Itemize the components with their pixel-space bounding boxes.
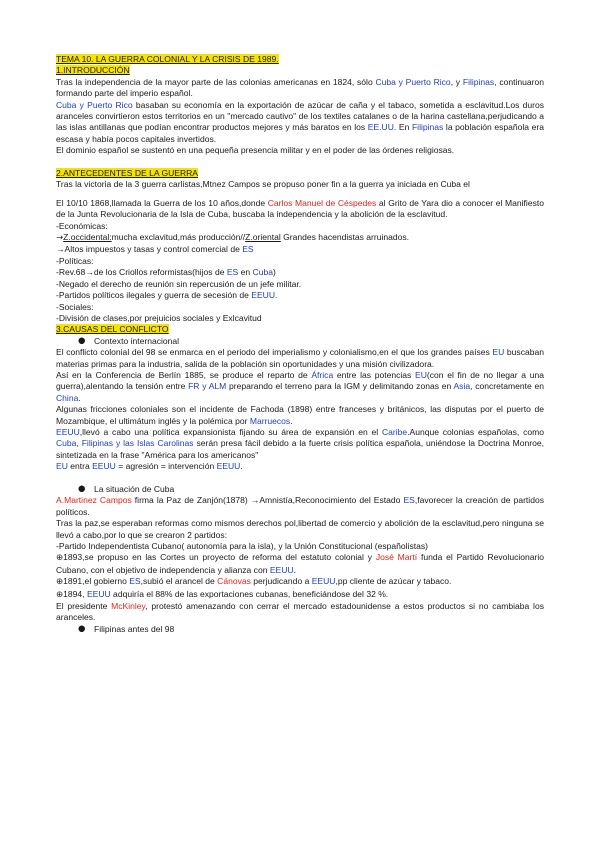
s2-paragraph-2 bbox=[56, 198, 544, 221]
s1-paragraph-1 bbox=[56, 77, 544, 100]
s3-paragraph-5 bbox=[56, 461, 544, 472]
section-2-heading-text: 2.ANTECEDENTES DE LA GUERRA bbox=[56, 168, 199, 179]
circle-plus-icon: ⊕ bbox=[56, 553, 64, 564]
text: entra bbox=[67, 461, 93, 472]
place-name: EEUU bbox=[269, 564, 294, 575]
spacer bbox=[56, 473, 544, 484]
s3-paragraph-2 bbox=[56, 370, 544, 404]
section-1-heading bbox=[56, 65, 544, 76]
bullet-philippines-before-98 bbox=[56, 624, 544, 635]
place-name: EEUU bbox=[56, 426, 80, 437]
person-name: José Martí bbox=[375, 552, 418, 563]
s2-economic-item-2 bbox=[56, 244, 544, 255]
text: , protestó amenazando con cerrar el mercado estadounidense a estos productos si no cambiaba los aranceles. bbox=[56, 601, 544, 623]
text: 1891,el gobierno bbox=[63, 576, 130, 587]
s2-social-item-1: -División de clases,por prejuicios sociales y Exlcavitud bbox=[56, 312, 262, 323]
document-title-text: TEMA 10. LA GUERRA COLONIAL Y LA CRISIS DE 1989. bbox=[56, 54, 279, 64]
bullet-text: La situación de Cuba bbox=[94, 484, 175, 494]
text: firma la Paz de Zanjón(1878) →Amnistía,Reconocimiento del Estado bbox=[131, 495, 404, 506]
text: Algunas fricciones coloniales son el incidente de Fachoda (1898) entre franceses y británicos, las disputas por el puerto de Mozambique, el ultimátum inglés y la polémica por bbox=[56, 404, 544, 426]
s3-cuba-paragraph-7 bbox=[56, 601, 544, 624]
spacer bbox=[56, 157, 544, 168]
place-name: EEUU bbox=[311, 576, 336, 587]
s3-cuba-paragraph-4 bbox=[56, 552, 544, 576]
place-name: EEUU bbox=[216, 461, 241, 472]
place-name: Cuba bbox=[252, 267, 273, 278]
section-2-heading bbox=[56, 168, 544, 179]
text: . bbox=[78, 392, 81, 403]
text: .Aunque colonias españolas, como bbox=[407, 426, 544, 437]
zone-label: Z.occidental: bbox=[63, 232, 112, 243]
place-name: FR y ALM bbox=[188, 381, 227, 392]
s2-political-item-1 bbox=[56, 267, 544, 278]
bullet-icon: ● bbox=[78, 335, 86, 346]
bullet-icon: ● bbox=[78, 484, 86, 494]
document-page bbox=[56, 54, 544, 635]
text: ) bbox=[272, 267, 276, 278]
text: = agresión = intervención bbox=[115, 461, 217, 472]
person-name: A.Martinez Campos bbox=[56, 495, 132, 506]
arrow-icon: → bbox=[56, 233, 64, 244]
text: →Altos impuestos y tasas y control comercial de bbox=[56, 244, 243, 255]
text: entre las potencias bbox=[333, 369, 415, 380]
text: . bbox=[275, 290, 278, 301]
s3-cuba-paragraph-6 bbox=[56, 589, 544, 601]
text: funda el Partido Revolucionario Cubano, con el objetivo de independencia y alianza con bbox=[56, 552, 545, 575]
text: , concretamente en bbox=[470, 381, 544, 392]
bullet-icon: ● bbox=[78, 623, 86, 634]
bullet-text: Contexto internacional bbox=[94, 335, 180, 346]
place-name: Cuba, Filipinas y las Islas Carolinas bbox=[56, 438, 194, 449]
bullet-text: Filipinas antes del 98 bbox=[94, 623, 175, 634]
text: mucha exclavitud,más producción// bbox=[111, 232, 246, 243]
place-name: EU bbox=[492, 347, 505, 358]
s2-paragraph-1: Tras la victoria de la 3 guerra carlistas,Mtnez Campos se propuso poner fin a la guerra ya iniciada en Cuba el bbox=[56, 179, 470, 190]
text: Así en la Conferencia de Berlín 1885, se produce el reparto de bbox=[56, 369, 312, 380]
text: . En bbox=[393, 122, 412, 133]
text: Tras la independencia de la mayor parte de las colonias americanas en 1824, sólo bbox=[56, 76, 376, 87]
place-name: Cuba y Puerto Rico bbox=[375, 76, 451, 87]
text: , continuaron formando parte del imperio español. bbox=[56, 76, 544, 99]
s2-economic-label: -Económicas: bbox=[56, 220, 108, 231]
text: ,subió el arancel de bbox=[140, 576, 218, 587]
text: ,llevó a cabo una política expansionista fijando su área de expansión en el bbox=[79, 426, 382, 437]
text: en bbox=[238, 267, 253, 278]
s3-cuba-paragraph-1 bbox=[56, 495, 544, 518]
text: -Rev.68→de los Criollos reformistas(hijos de bbox=[56, 267, 227, 278]
text: . bbox=[290, 415, 293, 426]
s2-economic-item-1 bbox=[56, 232, 544, 244]
place-name: EU bbox=[56, 461, 68, 472]
place-name: EE.UU bbox=[367, 122, 394, 133]
place-name: EU bbox=[415, 369, 427, 380]
person-name: Carlos Manuel de Céspedes bbox=[267, 197, 377, 208]
person-name: McKinley bbox=[111, 601, 146, 612]
text: Grandes hacendistas arruinados. bbox=[280, 232, 410, 243]
spacer bbox=[56, 191, 544, 198]
text: 1893,se propuso en las Cortes un proyecto de reforma del estatuto colonial y bbox=[63, 552, 376, 563]
section-3-heading-text: 3.CAUSAS DEL CONFLICTO bbox=[56, 324, 169, 335]
place-name: EEUU bbox=[86, 588, 111, 599]
place-name: Filipinas bbox=[411, 122, 444, 133]
place-name: China bbox=[56, 392, 79, 403]
text: serán presa fácil debido a la fuerte crisis política española, uniéndose la Doctrina Monroe, sintetizada en la frase "América para los americanos" bbox=[56, 438, 544, 460]
bullet-cuba-situation bbox=[56, 484, 544, 495]
text: , y bbox=[450, 76, 463, 87]
text: adquiría el 88% de las exportaciones cubanas, beneficiándose del 32 %. bbox=[110, 588, 389, 599]
text: perjudicando a bbox=[250, 576, 312, 587]
text: El presidente bbox=[56, 601, 112, 612]
circle-plus-icon: ⊕ bbox=[56, 589, 64, 600]
place-name: ES bbox=[226, 267, 239, 278]
place-name: ES bbox=[129, 576, 141, 587]
place-name: Asia bbox=[453, 381, 471, 392]
s2-social-label: -Sociales: bbox=[56, 301, 94, 312]
s1-paragraph-3: El dominio español se sustentó en una pequeña presencia militar y en el poder de las órdenes religiosas. bbox=[56, 145, 455, 156]
text: -Partidos políticos ilegales y guerra de secesión de bbox=[56, 290, 252, 301]
person-name: Cánovas bbox=[217, 576, 251, 587]
circle-plus-icon: ⊕ bbox=[56, 577, 64, 588]
text: El 10/10 1868,llamada la Guerra de los 10 años,donde bbox=[56, 197, 268, 208]
section-3-heading bbox=[56, 324, 544, 335]
s2-political-label: -Políticas: bbox=[56, 255, 94, 266]
s2-political-item-2: -Negado el derecho de reunión sin repercusión de un jefe militar. bbox=[56, 278, 302, 289]
place-name: Cuba y Puerto Rico bbox=[56, 99, 133, 110]
section-1-heading-text: 1.INTRODUCCIÓN bbox=[56, 65, 130, 76]
text: (con el fin de no llegar a una guerra),alentando la tensión entre bbox=[56, 369, 544, 392]
text: . bbox=[240, 461, 243, 472]
s3-paragraph-3 bbox=[56, 404, 544, 427]
s3-cuba-paragraph-2: Tras la paz,se esperaban reformas como mismos derechos pol,libertad de comercio y abolición de la esclavitud,pero ninguna se llevó a cabo,por lo que se crearon 2 partidos: bbox=[56, 518, 544, 540]
place-name: EEUU bbox=[251, 290, 276, 301]
text: al Grito de Yara dio a conocer el Manifiesto de la Junta Revolucionaria de la Isla de Cuba, buscaba la independencia y la abolición de la esclavitud. bbox=[56, 197, 544, 220]
text: . bbox=[293, 564, 296, 575]
place-name: Caribe bbox=[381, 426, 408, 437]
s1-paragraph-2 bbox=[56, 100, 544, 146]
place-name: EEUU bbox=[92, 461, 116, 472]
text: buscaban materias primas para la industria, salida de la población sin oportunidades y una misión civilizadora. bbox=[56, 347, 544, 369]
place-name: Marruecos bbox=[249, 415, 291, 426]
text: ,favorecer la creación de partidos políticos. bbox=[56, 495, 544, 517]
bullet-international-context bbox=[56, 336, 544, 347]
s3-paragraph-4 bbox=[56, 427, 544, 461]
text: 1894, bbox=[63, 588, 87, 599]
text: ,pp cliente de azúcar y tabaco. bbox=[335, 576, 452, 587]
text: El conflicto colonial del 98 se enmarca en el periodo del imperialismo y colonialismo,en el que los grandes países bbox=[56, 347, 493, 358]
s3-cuba-paragraph-5 bbox=[56, 576, 544, 588]
text: basaban su economía en la exportación de azúcar de caña y el tabaco, sometida a esclavitud.Los duros aranceles convirtieron estos territorios en un "mercado cautivo" de los textiles catalanes o de la harina castellana,perjudicando a las islas antillanas que podían encontrar productos mejores y más baratos en los bbox=[56, 99, 545, 133]
zone-label: Z.oriental bbox=[245, 232, 281, 243]
document-title bbox=[56, 54, 544, 65]
text: preparando el terreno para la IGM y delimitando zonas en bbox=[226, 381, 454, 392]
place-name: Filipinas bbox=[462, 76, 495, 87]
s2-political-item-3 bbox=[56, 290, 544, 301]
s3-cuba-paragraph-3: -Partido Independentista Cubano( autonomía para la isla), y la Unión Constitucional (españolistas) bbox=[56, 541, 429, 552]
place-name: ES bbox=[242, 244, 254, 255]
place-name: África bbox=[311, 369, 334, 380]
s3-paragraph-1 bbox=[56, 347, 544, 370]
text: la población española era escasa y había pocos capitales invertidos. bbox=[56, 122, 545, 144]
place-name: ES bbox=[403, 495, 415, 506]
